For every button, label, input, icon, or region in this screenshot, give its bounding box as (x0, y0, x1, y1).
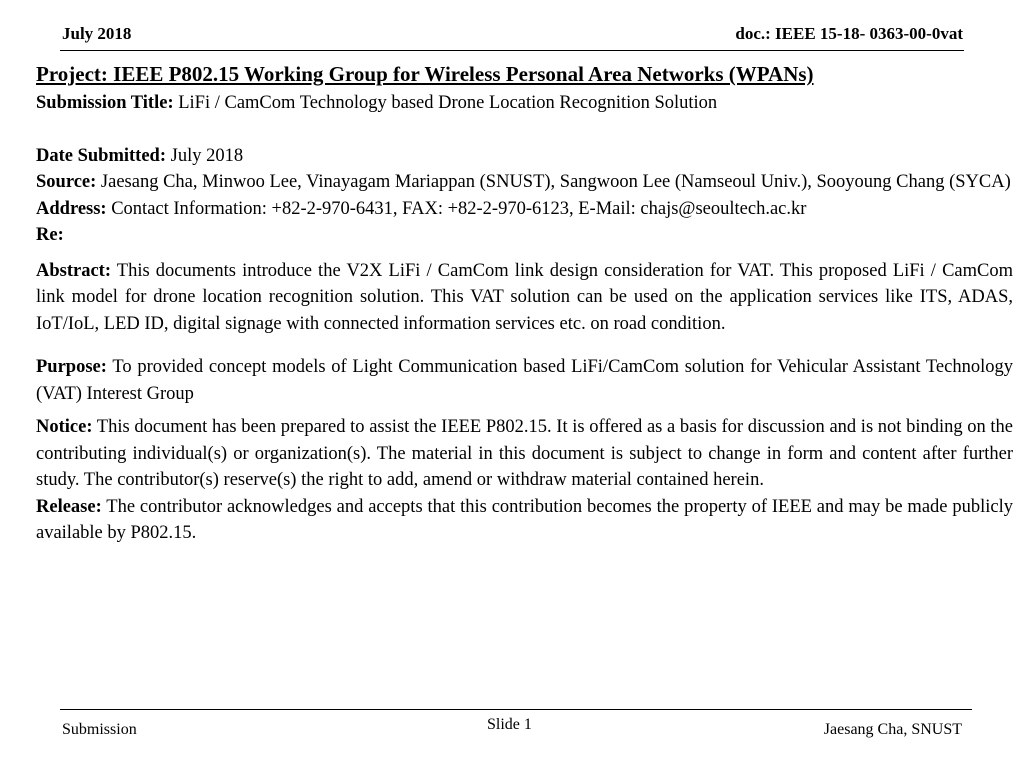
purpose-label: Purpose: (36, 357, 107, 377)
abstract-paragraph (36, 258, 1013, 338)
header-doc-id: doc.: IEEE 15-18- 0363-00-0vat (735, 24, 963, 43)
abstract-label: Abstract: (36, 260, 112, 281)
release-label: Release: (36, 496, 102, 517)
footer-divider (60, 709, 972, 710)
notice-value: This document has been prepared to assist the IEEE P802.15. It is offered as a basis for discussion and is not binding on the contributing individual(s) or organization(s). The material in this document is subject to change in form and content after further study. The contributor(s) reserve(s) the right to add, amend or withdraw material contained herein. (36, 417, 1013, 490)
address-value: Contact Information: +82-2-970-6431, FAX: +82-2-970-6123, E-Mail: chajs@seoultech.ac.kr (106, 198, 807, 219)
submission-title-value: LiFi / CamCom Technology based Drone Location Recognition Solution (173, 93, 718, 113)
date-submitted-label: Date Submitted: (36, 145, 167, 166)
re-label: Re: (36, 225, 64, 245)
notice-label: Notice: (36, 417, 93, 437)
address-label: Address: (36, 198, 107, 219)
purpose-value: To provided concept models of Light Communication based LiFi/CamCom solution for Vehicular Assistant Technology (VAT) Interest Group (36, 357, 1013, 404)
date-submitted-line (36, 143, 1013, 170)
submission-title-label: Submission Title: (36, 93, 174, 113)
source-label: Source: (36, 172, 97, 192)
submission-title-line (36, 90, 1013, 117)
header-date: July 2018 (62, 24, 132, 43)
source-line (36, 169, 1013, 196)
release-paragraph (36, 494, 1013, 547)
footer-slide-number: Slide 1 (487, 716, 532, 733)
date-submitted-value: July 2018 (166, 145, 244, 166)
project-title: Project: IEEE P802.15 Working Group for Wireless Personal Area Networks (WPANs) (36, 62, 814, 86)
abstract-value: This documents introduce the V2X LiFi / CamCom link design consideration for VAT. This proposed LiFi / CamCom link model for drone location recognition solution. This VAT solution can be used on the application services like ITS, ADAS, IoT/IoL, LED ID, digital signage with connected information services etc. on road condition. (36, 260, 1013, 334)
notice-paragraph (36, 414, 1013, 494)
header-divider (60, 50, 964, 51)
source-value: Jaesang Cha, Minwoo Lee, Vinayagam Mariappan (SNUST), Sangwoon Lee (Namseoul Univ.), Sooyoung Chang (SYCA) (96, 172, 1011, 192)
re-line (36, 222, 1013, 249)
purpose-paragraph (36, 354, 1013, 407)
document-body (36, 90, 1013, 547)
address-line (36, 196, 1013, 223)
footer-submission: Submission (62, 721, 137, 738)
release-value: The contributor acknowledges and accepts that this contribution becomes the property of IEEE and may be made publicly available by P802.15. (36, 496, 1013, 543)
footer-author: Jaesang Cha, SNUST (823, 721, 962, 738)
